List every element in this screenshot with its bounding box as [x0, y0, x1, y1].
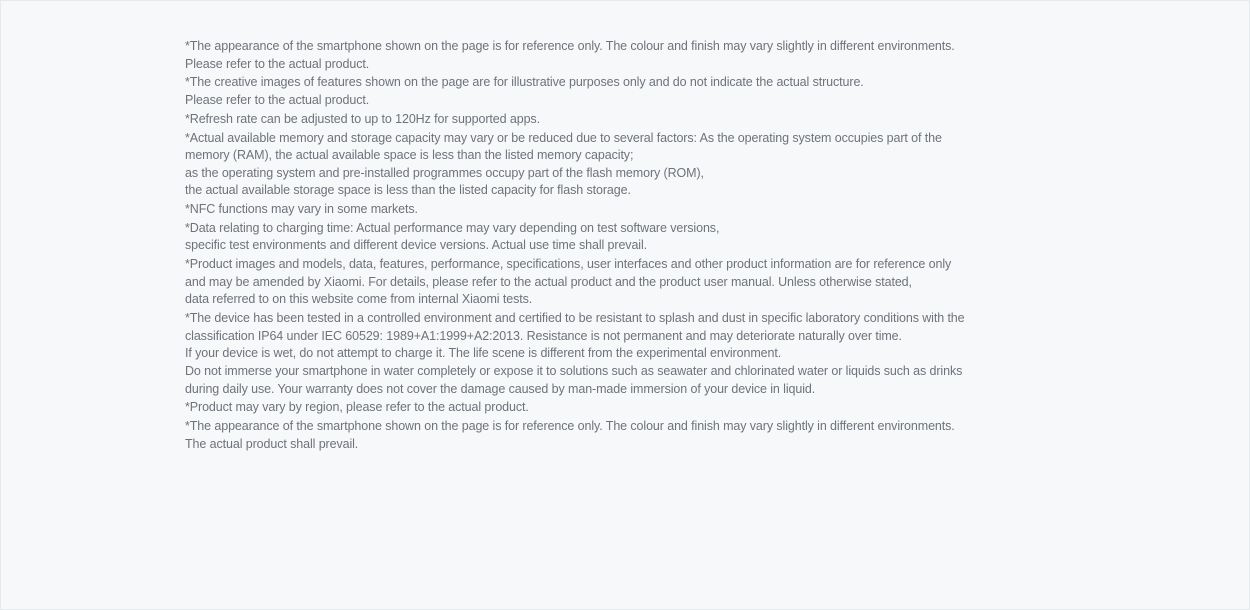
disclaimer-line: The actual product shall prevail.: [185, 436, 359, 451]
disclaimer-ip64-resistance: [185, 310, 1085, 398]
disclaimer-memory-storage: [185, 130, 1085, 200]
disclaimer-line: *Refresh rate can be adjusted to up to 120Hz for supported apps.: [185, 111, 540, 126]
disclaimer-line: during daily use. Your warranty does not cover the damage caused by man-made immersion of your device in liquid.: [185, 381, 816, 396]
disclaimer-line: *Actual available memory and storage capacity may vary or be reduced due to several factors: As the operating system occupies part of the: [185, 130, 942, 145]
disclaimer-refresh-rate: [185, 111, 1085, 129]
disclaimer-line: Please refer to the actual product.: [185, 92, 370, 107]
disclaimer-line: *Data relating to charging time: Actual performance may vary depending on test software versions,: [185, 220, 720, 235]
disclaimer-line: Do not immerse your smartphone in water completely or expose it to solutions such as seawater and chlorinated water or liquids such as drinks: [185, 364, 963, 378]
disclaimer-line: *The creative images of features shown on the page are for illustrative purposes only and do not indicate the actual structure.: [185, 75, 864, 90]
disclaimer-text-block: [185, 38, 1085, 455]
disclaimer-line: memory (RAM), the actual available space is less than the listed memory capacity;: [185, 148, 634, 163]
disclaimer-line: *Product may vary by region, please refer to the actual product.: [185, 400, 529, 415]
disclaimer-line: *Product images and models, data, features, performance, specifications, user interfaces and other product information are for reference only: [185, 257, 952, 272]
disclaimer-line: If your device is wet, do not attempt to charge it. The life scene is different from the experimental environment.: [185, 346, 782, 361]
disclaimer-line: and may be amended by Xiaomi. For details, please refer to the actual product and the product user manual. Unless otherwise stated,: [185, 274, 912, 289]
disclaimer-product-information: [185, 256, 1085, 309]
disclaimer-line: data referred to on this website come from internal Xiaomi tests.: [185, 292, 533, 307]
disclaimer-regional-variation: [185, 399, 1085, 417]
disclaimer-line: as the operating system and pre-installed programmes occupy part of the flash memory (ROM),: [185, 165, 704, 180]
disclaimer-line: *The device has been tested in a controlled environment and certified to be resistant to splash and dust in specific laboratory conditions with the: [185, 311, 965, 326]
disclaimer-line: specific test environments and different device versions. Actual use time shall prevail.: [185, 238, 648, 253]
disclaimer-creative-images: [185, 74, 1085, 109]
disclaimer-charging-time: [185, 220, 1085, 255]
disclaimer-appearance-reference: [185, 38, 1085, 73]
disclaimer-line: the actual available storage space is less than the listed capacity for flash storage.: [185, 183, 631, 198]
disclaimer-nfc: [185, 201, 1085, 219]
disclaimer-line: *The appearance of the smartphone shown on the page is for reference only. The colour and finish may vary slightly in different environments.: [185, 419, 955, 434]
disclaimer-line: *NFC functions may vary in some markets.: [185, 202, 418, 217]
disclaimer-line: Please refer to the actual product.: [185, 56, 370, 71]
disclaimer-line: *The appearance of the smartphone shown on the page is for reference only. The colour and finish may vary slightly in different environments.: [185, 39, 955, 53]
disclaimer-line: classification IP64 under IEC 60529: 1989+A1:1999+A2:2013. Resistance is not permanent and may deteriorate naturally over time.: [185, 328, 902, 343]
disclaimer-final-appearance: [185, 418, 1085, 453]
